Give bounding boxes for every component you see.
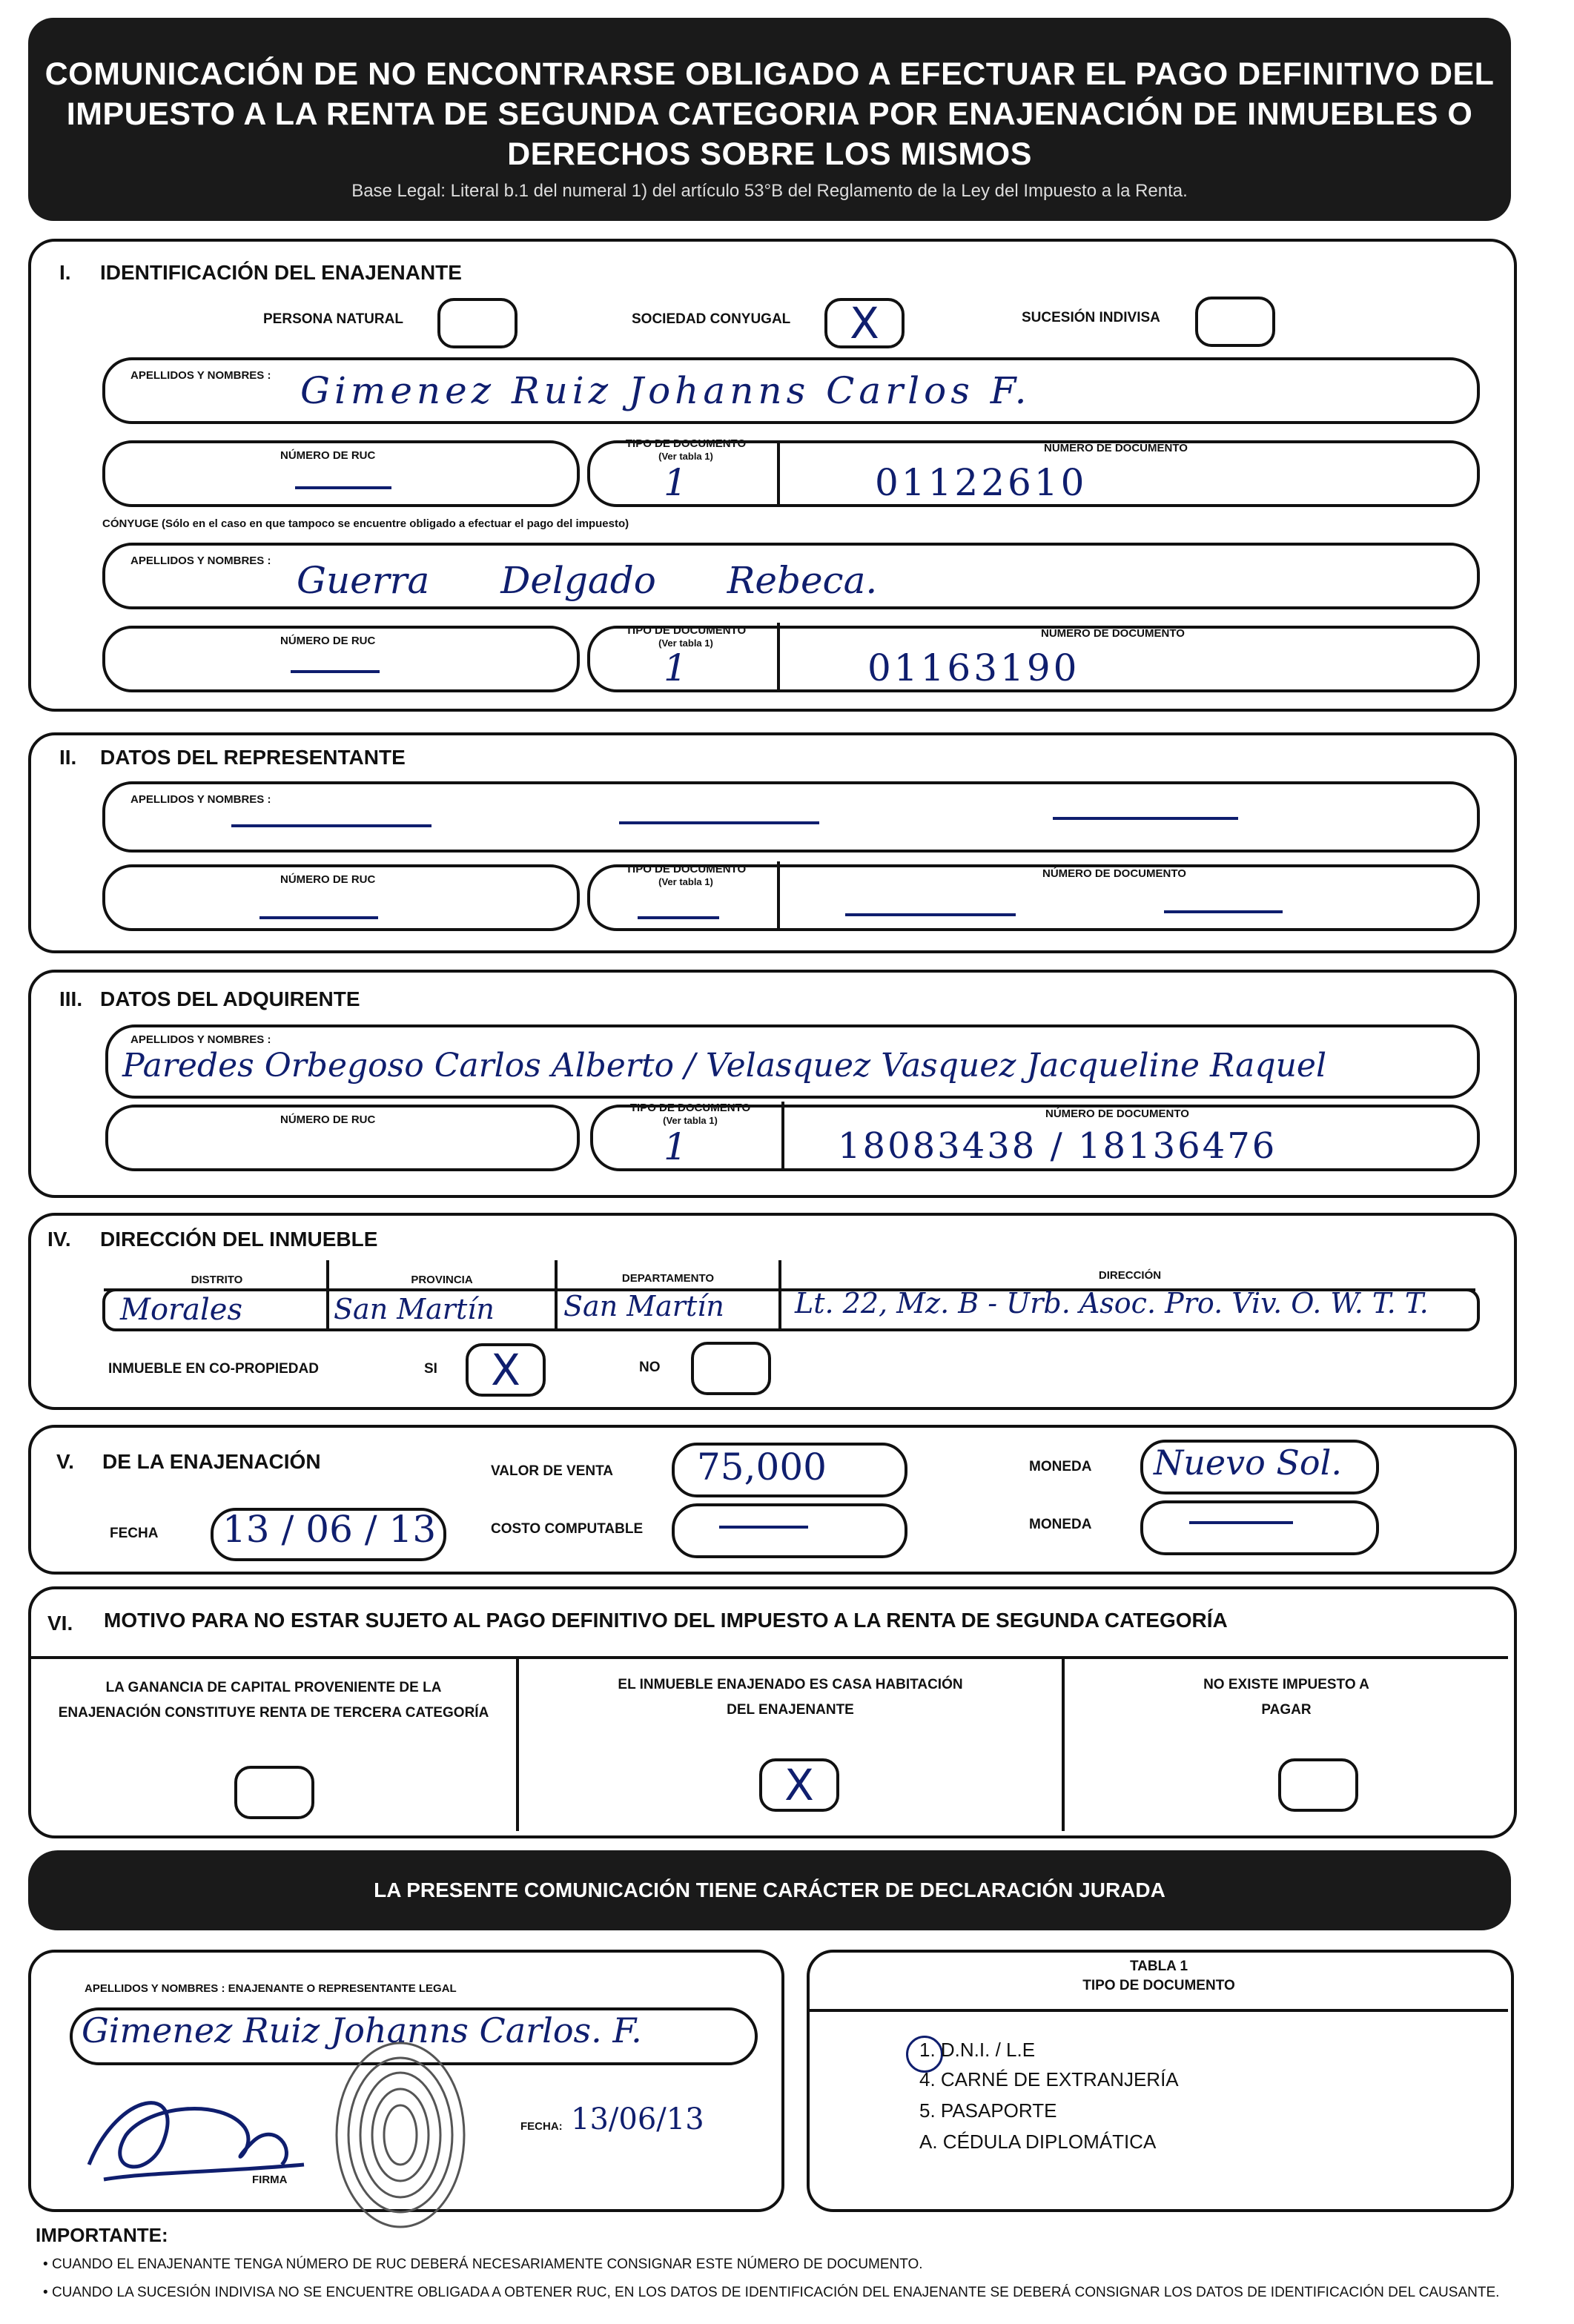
representante-blank-2 — [619, 821, 819, 824]
distrito-value: Morales — [120, 1293, 242, 1327]
importante-note-2: • CUANDO LA SUCESIÓN INDIVISA NO SE ENCUENTRE OBLIGADA A OBTENER RUC, EN LOS DATOS DE IDENTIFICACIÓN DEL ENAJENANTE SE DEBERÁ CONSIGNAR LOS DATOS DE IDENTIFICACIÓN DEL CAUSANTE. — [43, 2285, 1500, 2300]
adquirente-nombre-value: Paredes Orbegoso Carlos Alberto / Velasquez Vasquez Jacqueline Raquel — [122, 1047, 1327, 1085]
representante-num-doc-label: NÚMERO DE DOCUMENTO — [1042, 867, 1186, 880]
conyuge-tipo-doc-sub: (Ver tabla 1) — [658, 638, 713, 649]
representante-ruc-label: NÚMERO DE RUC — [280, 873, 376, 886]
conyuge-nombre-value: Guerra Delgado Rebeca. — [297, 559, 878, 602]
tabla1-item-2: 4. CARNÉ DE EXTRANJERÍA — [919, 2068, 1179, 2090]
sucesion-indivisa-checkbox[interactable] — [1195, 297, 1275, 347]
conyuge-label: CÓNYUGE (Sólo en el caso en que tampoco se encuentre obligado a efectuar el pago del impuesto) — [102, 517, 629, 530]
representante-tipo-doc-label: TIPO DE DOCUMENTO — [625, 863, 747, 875]
sucesion-indivisa-label: SUCESIÓN INDIVISA — [1022, 310, 1160, 325]
motivo-opt3-checkbox[interactable] — [1278, 1758, 1358, 1812]
adquirente-nombre-label: APELLIDOS Y NOMBRES : — [130, 1033, 271, 1046]
costo-computable-blank — [719, 1526, 808, 1529]
representante-nombre-field[interactable] — [102, 781, 1480, 853]
departamento-value: San Martín — [563, 1290, 724, 1322]
tabla1-item-1: 1. D.N.I. / L.E — [919, 2039, 1036, 2061]
representante-num-blank-2 — [1164, 910, 1283, 913]
enajenante-tipo-doc-value: 1 — [664, 461, 687, 504]
section4-number: IV. — [47, 1228, 71, 1251]
enajenante-nombre-label: APELLIDOS Y NOMBRES : — [130, 369, 271, 382]
section5-number: V. — [56, 1450, 74, 1473]
motivo-opt2-line2: DEL ENAJENANTE — [727, 1702, 854, 1718]
form-title-line3: DERECHOS SOBRE LOS MISMOS — [507, 136, 1032, 172]
tabla1-subtitle: TIPO DE DOCUMENTO — [1082, 1978, 1235, 1993]
tabla1-item-4: A. CÉDULA DIPLOMÁTICA — [919, 2131, 1157, 2153]
declaracion-jurada-banner: LA PRESENTE COMUNICACIÓN TIENE CARÁCTER DE DECLARACIÓN JURADA — [28, 1850, 1511, 1930]
section6-number: VI. — [47, 1612, 73, 1635]
fingerprint-icon — [326, 2031, 474, 2239]
fecha-value: 13 / 06 / 13 — [222, 1508, 437, 1551]
section2-title: DATOS DEL REPRESENTANTE — [100, 746, 406, 769]
moneda-value: Nuevo Sol. — [1154, 1443, 1342, 1483]
copropiedad-no-label: NO — [639, 1360, 661, 1375]
persona-natural-checkbox[interactable] — [437, 298, 517, 348]
conyuge-num-doc-value: 01163190 — [867, 646, 1080, 689]
motivo-opt2-line1: EL INMUEBLE ENAJENADO ES CASA HABITACIÓN — [618, 1677, 963, 1692]
motivo-opt2-checkbox[interactable] — [759, 1758, 839, 1812]
divider — [326, 1260, 329, 1328]
representante-tipo-blank — [638, 916, 719, 919]
enajenante-num-doc-label: NÚMERO DE DOCUMENTO — [1044, 442, 1188, 454]
departamento-label: DEPARTAMENTO — [621, 1272, 715, 1285]
enajenante-tipo-doc-label: TIPO DE DOCUMENTO — [625, 437, 747, 450]
adquirente-tipo-doc-sub: (Ver tabla 1) — [663, 1115, 718, 1126]
direccion-value: Lt. 22, Mz. B - Urb. Asoc. Pro. Viv. O. W. T. T. — [795, 1287, 1429, 1320]
conyuge-tipo-doc-label: TIPO DE DOCUMENTO — [625, 624, 747, 637]
adquirente-ruc-label: NÚMERO DE RUC — [280, 1113, 376, 1126]
importante-note-1: • CUANDO EL ENAJENANTE TENGA NÚMERO DE RUC DEBERÁ NECESARIAMENTE CONSIGNAR ESTE NÚMERO DE DOCUMENTO. — [43, 2257, 923, 2272]
importante-title: IMPORTANTE: — [36, 2224, 168, 2246]
section5-title: DE LA ENAJENACIÓN — [102, 1450, 321, 1473]
check-mark-icon: X — [491, 1345, 520, 1395]
direccion-label: DIRECCIÓN — [1098, 1269, 1162, 1282]
conyuge-nombre-label: APELLIDOS Y NOMBRES : — [130, 554, 271, 567]
conyuge-tipo-doc-value: 1 — [664, 646, 687, 689]
sociedad-conyugal-checkbox[interactable] — [824, 298, 905, 348]
tabla1-title: TABLA 1 — [1129, 1959, 1188, 1974]
section3-number: III. — [59, 987, 83, 1010]
firma-label: FIRMA — [252, 2174, 288, 2186]
conyuge-ruc-label: NÚMERO DE RUC — [280, 635, 376, 647]
section3-title: DATOS DEL ADQUIRENTE — [100, 987, 360, 1010]
valor-venta-value: 75,000 — [697, 1446, 827, 1489]
valor-venta-label: VALOR DE VENTA — [491, 1463, 614, 1479]
signature-fecha-value: 13/06/13 — [571, 2102, 704, 2136]
importante-note-2-text: CUANDO LA SUCESIÓN INDIVISA NO SE ENCUENTRE OBLIGADA A OBTENER RUC, EN LOS DATOS DE IDENTIFICACIÓN DEL ENAJENANTE SE DEBERÁ CONSIGNAR LOS DATOS DE IDENTIFICACIÓN DEL CAUSANTE. — [51, 2285, 1500, 2300]
base-legal: Base Legal: Literal b.1 del numeral 1) del artículo 53°B del Reglamento de la Ley del Impuesto a la Renta. — [351, 181, 1188, 201]
moneda2-blank — [1189, 1521, 1293, 1524]
costo-computable-label: COSTO COMPUTABLE — [491, 1521, 644, 1537]
persona-natural-label: PERSONA NATURAL — [263, 311, 403, 327]
sociedad-conyugal-label: SOCIEDAD CONYUGAL — [632, 311, 791, 327]
motivo-opt1-checkbox[interactable] — [234, 1766, 314, 1819]
divider — [31, 1656, 1508, 1659]
adquirente-num-doc-label: NÚMERO DE DOCUMENTO — [1045, 1108, 1189, 1120]
form-header — [28, 18, 1511, 221]
tabla1-item-3: 5. PASAPORTE — [919, 2099, 1057, 2122]
copropiedad-si-label: SI — [424, 1361, 437, 1377]
check-mark-icon: X — [784, 1760, 814, 1810]
representante-num-blank-1 — [845, 913, 1016, 916]
representante-blank-1 — [231, 824, 431, 827]
enajenante-nombre-value: Gimenez Ruiz Johanns Carlos F. — [300, 369, 1031, 412]
copropiedad-si-checkbox[interactable] — [466, 1343, 546, 1397]
motivo-opt3-line2: PAGAR — [1261, 1702, 1312, 1718]
enajenante-ruc-blank — [295, 486, 391, 489]
motivo-opt1-line2: ENAJENACIÓN CONSTITUYE RENTA DE TERCERA CATEGORÍA — [58, 1705, 489, 1721]
section2-number: II. — [59, 746, 77, 769]
provincia-value: San Martín — [334, 1293, 495, 1325]
enajenante-num-doc-value: 01122610 — [875, 461, 1088, 504]
section1-number: I. — [59, 261, 71, 284]
divider — [555, 1260, 558, 1328]
provincia-label: PROVINCIA — [411, 1274, 473, 1286]
adquirente-num-doc-value: 18083438 / 18136476 — [838, 1125, 1277, 1167]
copropiedad-no-checkbox[interactable] — [691, 1342, 771, 1395]
fecha-label: FECHA — [110, 1526, 159, 1541]
form-title-line1: COMUNICACIÓN DE NO ENCONTRARSE OBLIGADO A EFECTUAR EL PAGO DEFINITIVO DEL — [44, 56, 1495, 92]
divider — [810, 2009, 1508, 2012]
moneda-label: MONEDA — [1029, 1459, 1092, 1474]
representante-tipo-doc-sub: (Ver tabla 1) — [658, 876, 713, 887]
conyuge-ruc-blank — [291, 670, 380, 673]
moneda2-field[interactable] — [1140, 1500, 1379, 1555]
motivo-opt3-line1: NO EXISTE IMPUESTO A — [1203, 1677, 1369, 1692]
section6-title: MOTIVO PARA NO ESTAR SUJETO AL PAGO DEFINITIVO DEL IMPUESTO A LA RENTA DE SEGUNDA CATEGORÍA — [104, 1609, 1228, 1632]
signature-name-label: APELLIDOS Y NOMBRES : ENAJENANTE O REPRESENTANTE LEGAL — [85, 1982, 457, 1995]
signature-name-value: Gimenez Ruiz Johanns Carlos. F. — [82, 2010, 642, 2050]
form-title-line2: IMPUESTO A LA RENTA DE SEGUNDA CATEGORIA POR ENAJENACIÓN DE INMUEBLES O — [66, 96, 1473, 132]
adquirente-tipo-doc-value: 1 — [664, 1125, 687, 1168]
representante-ruc-blank — [259, 916, 378, 919]
section4-title: DIRECCIÓN DEL INMUEBLE — [100, 1228, 378, 1251]
importante-note-1-text: CUANDO EL ENAJENANTE TENGA NÚMERO DE RUC DEBERÁ NECESARIAMENTE CONSIGNAR ESTE NÚMERO DE DOCUMENTO. — [51, 2257, 923, 2272]
adquirente-tipo-doc-label: TIPO DE DOCUMENTO — [629, 1102, 751, 1114]
enajenante-tipo-doc-sub: (Ver tabla 1) — [658, 451, 713, 462]
check-mark-icon: X — [850, 298, 879, 348]
representante-nombre-label: APELLIDOS Y NOMBRES : — [130, 793, 271, 806]
signature-fecha-label: FECHA: — [520, 2120, 563, 2133]
costo-computable-field[interactable] — [672, 1503, 907, 1558]
enajenante-ruc-label: NÚMERO DE RUC — [280, 449, 376, 462]
motivo-opt1-line1: LA GANANCIA DE CAPITAL PROVENIENTE DE LA — [105, 1680, 442, 1695]
section1-title: IDENTIFICACIÓN DEL ENAJENANTE — [100, 261, 462, 284]
distrito-label: DISTRITO — [191, 1274, 243, 1286]
conyuge-num-doc-label: NÚMERO DE DOCUMENTO — [1041, 627, 1185, 640]
copropiedad-label: INMUEBLE EN CO-PROPIEDAD — [108, 1361, 319, 1377]
representante-blank-3 — [1053, 817, 1238, 820]
moneda2-label: MONEDA — [1029, 1517, 1092, 1532]
